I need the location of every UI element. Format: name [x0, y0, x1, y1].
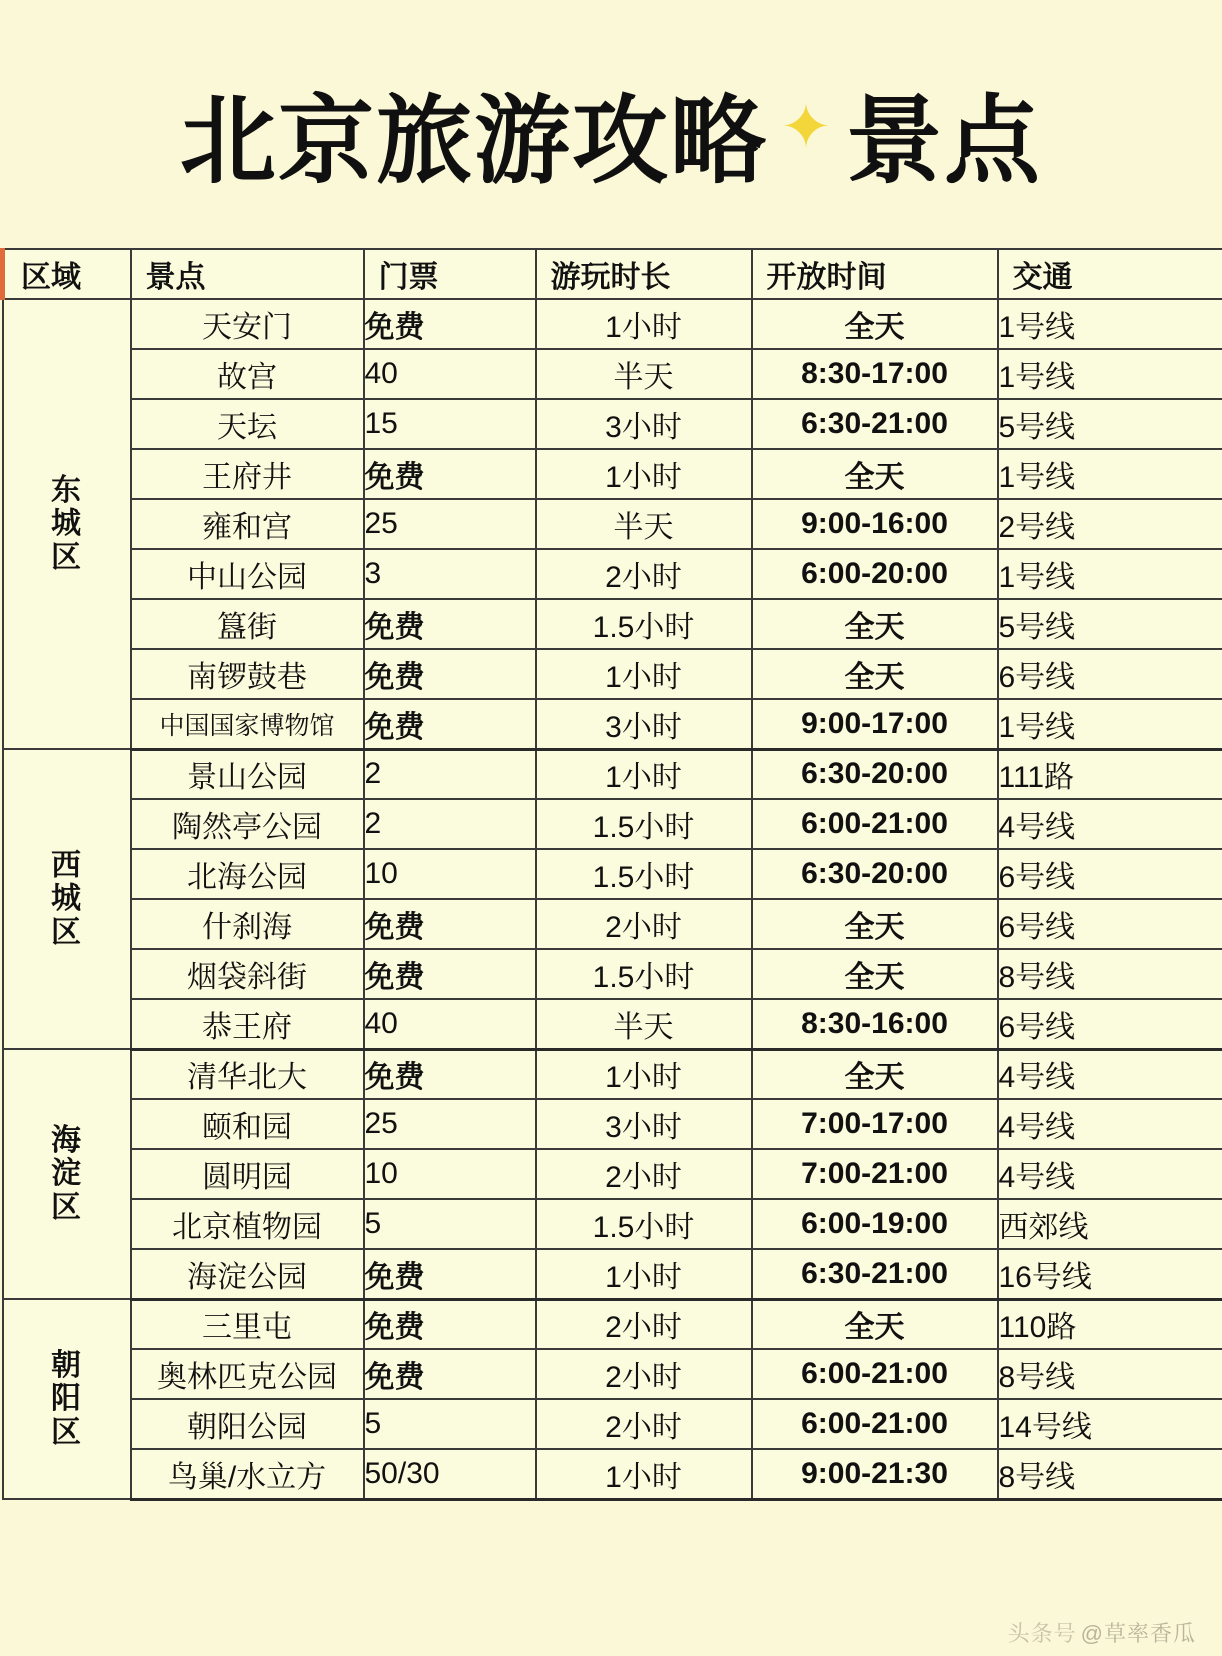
table-row [3, 1299, 1222, 1349]
transport-cell: 1号线 [998, 349, 1222, 399]
table-row [3, 999, 1222, 1049]
spot-name-cell: 烟袋斜街 [131, 949, 364, 999]
visit-duration-cell: 2小时 [536, 1299, 752, 1349]
visit-duration-cell: 1.5小时 [536, 599, 752, 649]
transport-cell: 西郊线 [998, 1199, 1222, 1249]
visit-duration-cell: 1小时 [536, 449, 752, 499]
table-row [3, 399, 1222, 449]
ticket-price-cell: 免费 [364, 599, 536, 649]
opening-hours-cell: 全天 [752, 599, 998, 649]
opening-hours-cell: 6:30-20:00 [752, 749, 998, 799]
table-row [3, 1199, 1222, 1249]
opening-hours-cell: 9:00-21:30 [752, 1449, 998, 1499]
table-row [3, 549, 1222, 599]
transport-cell: 110路 [998, 1299, 1222, 1349]
visit-duration-cell: 2小时 [536, 1149, 752, 1199]
table-header [3, 249, 1222, 299]
spot-name-cell: 奥林匹克公园 [131, 1349, 364, 1399]
transport-cell: 6号线 [998, 899, 1222, 949]
table-row [3, 1099, 1222, 1149]
opening-hours-cell: 9:00-17:00 [752, 699, 998, 749]
visit-duration-cell: 2小时 [536, 1399, 752, 1449]
transport-cell: 5号线 [998, 399, 1222, 449]
column-header-open: 开放时间 [752, 249, 998, 299]
spot-name-cell: 颐和园 [131, 1099, 364, 1149]
table-row [3, 749, 1222, 799]
opening-hours-cell: 6:00-21:00 [752, 1349, 998, 1399]
ticket-price-cell: 免费 [364, 1249, 536, 1299]
transport-cell: 1号线 [998, 699, 1222, 749]
opening-hours-cell: 6:30-21:00 [752, 1249, 998, 1299]
spot-name-cell: 恭王府 [131, 999, 364, 1049]
transport-cell: 1号线 [998, 449, 1222, 499]
visit-duration-cell: 2小时 [536, 899, 752, 949]
visit-duration-cell: 1小时 [536, 1049, 752, 1099]
visit-duration-cell: 1小时 [536, 749, 752, 799]
spot-name-cell: 雍和宫 [131, 499, 364, 549]
table-row [3, 899, 1222, 949]
spot-name-cell: 故宫 [131, 349, 364, 399]
table-body [3, 299, 1222, 1499]
column-header-spot: 景点 [131, 249, 364, 299]
title-text-after: 景点 [846, 84, 1042, 197]
table-row [3, 1149, 1222, 1199]
table-row [3, 849, 1222, 899]
ticket-price-cell: 免费 [364, 449, 536, 499]
opening-hours-cell: 6:00-20:00 [752, 549, 998, 599]
transport-cell: 1号线 [998, 299, 1222, 349]
visit-duration-cell: 半天 [536, 499, 752, 549]
table-row [3, 1399, 1222, 1449]
table-row [3, 299, 1222, 349]
visit-duration-cell: 1.5小时 [536, 949, 752, 999]
transport-cell: 16号线 [998, 1249, 1222, 1299]
transport-cell: 6号线 [998, 649, 1222, 699]
area-cell: 东 城 区 [3, 299, 131, 749]
ticket-price-cell: 10 [364, 1149, 536, 1199]
watermark-logo: 头条号 [1007, 1621, 1077, 1646]
spot-name-cell: 鸟巢/水立方 [131, 1449, 364, 1499]
sparkle-icon: ✦ [780, 90, 834, 163]
opening-hours-cell: 8:30-17:00 [752, 349, 998, 399]
table-row [3, 699, 1222, 749]
spot-name-cell: 中山公园 [131, 549, 364, 599]
visit-duration-cell: 1小时 [536, 1449, 752, 1499]
visit-duration-cell: 2小时 [536, 549, 752, 599]
spot-name-cell: 三里屯 [131, 1299, 364, 1349]
spot-name-cell: 海淀公园 [131, 1249, 364, 1299]
attractions-table [0, 248, 1222, 1501]
watermark-text: @草率香瓜 [1080, 1621, 1196, 1646]
ticket-price-cell: 2 [364, 749, 536, 799]
spot-name-cell: 北京植物园 [131, 1199, 364, 1249]
ticket-price-cell: 免费 [364, 1049, 536, 1099]
table-row [3, 499, 1222, 549]
opening-hours-cell: 8:30-16:00 [752, 999, 998, 1049]
opening-hours-cell: 6:00-21:00 [752, 1399, 998, 1449]
spot-name-cell: 清华北大 [131, 1049, 364, 1099]
opening-hours-cell: 全天 [752, 649, 998, 699]
opening-hours-cell: 6:30-20:00 [752, 849, 998, 899]
ticket-price-cell: 5 [364, 1399, 536, 1449]
title-text-before: 北京旅游攻略 [180, 84, 768, 197]
table-row [3, 1049, 1222, 1099]
ticket-price-cell: 免费 [364, 1349, 536, 1399]
ticket-price-cell: 50/30 [364, 1449, 536, 1499]
spot-name-cell: 陶然亭公园 [131, 799, 364, 849]
opening-hours-cell: 6:00-19:00 [752, 1199, 998, 1249]
table-row [3, 1349, 1222, 1399]
visit-duration-cell: 3小时 [536, 1099, 752, 1149]
ticket-price-cell: 25 [364, 499, 536, 549]
table-row [3, 599, 1222, 649]
opening-hours-cell: 7:00-21:00 [752, 1149, 998, 1199]
table-row [3, 449, 1222, 499]
column-header-duration: 游玩时长 [536, 249, 752, 299]
visit-duration-cell: 2小时 [536, 1349, 752, 1399]
visit-duration-cell: 3小时 [536, 399, 752, 449]
spot-name-cell: 天安门 [131, 299, 364, 349]
transport-cell: 111路 [998, 749, 1222, 799]
opening-hours-cell: 6:30-21:00 [752, 399, 998, 449]
spot-name-cell: 天坛 [131, 399, 364, 449]
transport-cell: 4号线 [998, 1099, 1222, 1149]
visit-duration-cell: 1.5小时 [536, 849, 752, 899]
visit-duration-cell: 3小时 [536, 699, 752, 749]
transport-cell: 6号线 [998, 849, 1222, 899]
ticket-price-cell: 40 [364, 999, 536, 1049]
table-row [3, 649, 1222, 699]
ticket-price-cell: 10 [364, 849, 536, 899]
opening-hours-cell: 全天 [752, 1299, 998, 1349]
transport-cell: 5号线 [998, 599, 1222, 649]
transport-cell: 8号线 [998, 949, 1222, 999]
area-cell: 朝 阳 区 [3, 1299, 131, 1499]
ticket-price-cell: 免费 [364, 649, 536, 699]
table-header-row [3, 249, 1222, 299]
spot-name-cell: 什刹海 [131, 899, 364, 949]
column-header-traffic: 交通 [998, 249, 1222, 299]
opening-hours-cell: 全天 [752, 449, 998, 499]
transport-cell: 2号线 [998, 499, 1222, 549]
opening-hours-cell: 全天 [752, 949, 998, 999]
transport-cell: 4号线 [998, 1149, 1222, 1199]
table-row [3, 1449, 1222, 1499]
spot-name-cell: 北海公园 [131, 849, 364, 899]
ticket-price-cell: 免费 [364, 699, 536, 749]
spot-name-cell: 景山公园 [131, 749, 364, 799]
visit-duration-cell: 1.5小时 [536, 1199, 752, 1249]
ticket-price-cell: 2 [364, 799, 536, 849]
ticket-price-cell: 5 [364, 1199, 536, 1249]
opening-hours-cell: 全天 [752, 899, 998, 949]
spot-name-cell: 中国国家博物馆 [131, 699, 364, 749]
ticket-price-cell: 免费 [364, 899, 536, 949]
opening-hours-cell: 7:00-17:00 [752, 1099, 998, 1149]
transport-cell: 4号线 [998, 799, 1222, 849]
transport-cell: 8号线 [998, 1349, 1222, 1399]
visit-duration-cell: 1小时 [536, 649, 752, 699]
spot-name-cell: 圆明园 [131, 1149, 364, 1199]
area-cell: 西 城 区 [3, 749, 131, 1049]
opening-hours-cell: 全天 [752, 1049, 998, 1099]
watermark [1008, 1617, 1196, 1648]
visit-duration-cell: 1小时 [536, 1249, 752, 1299]
visit-duration-cell: 半天 [536, 999, 752, 1049]
visit-duration-cell: 1小时 [536, 299, 752, 349]
transport-cell: 8号线 [998, 1449, 1222, 1499]
ticket-price-cell: 免费 [364, 1299, 536, 1349]
table-row [3, 349, 1222, 399]
transport-cell: 6号线 [998, 999, 1222, 1049]
spot-name-cell: 南锣鼓巷 [131, 649, 364, 699]
table-row [3, 1249, 1222, 1299]
table-row [3, 949, 1222, 999]
table-row [3, 799, 1222, 849]
opening-hours-cell: 6:00-21:00 [752, 799, 998, 849]
ticket-price-cell: 免费 [364, 949, 536, 999]
ticket-price-cell: 免费 [364, 299, 536, 349]
ticket-price-cell: 25 [364, 1099, 536, 1149]
opening-hours-cell: 9:00-16:00 [752, 499, 998, 549]
area-cell: 海 淀 区 [3, 1049, 131, 1299]
transport-cell: 14号线 [998, 1399, 1222, 1449]
visit-duration-cell: 1.5小时 [536, 799, 752, 849]
ticket-price-cell: 15 [364, 399, 536, 449]
transport-cell: 1号线 [998, 549, 1222, 599]
column-header-area: 区域 [3, 249, 131, 299]
spot-name-cell: 朝阳公园 [131, 1399, 364, 1449]
opening-hours-cell: 全天 [752, 299, 998, 349]
spot-name-cell: 王府井 [131, 449, 364, 499]
transport-cell: 4号线 [998, 1049, 1222, 1099]
ticket-price-cell: 3 [364, 549, 536, 599]
column-header-ticket: 门票 [364, 249, 536, 299]
page-title [0, 0, 1222, 248]
ticket-price-cell: 40 [364, 349, 536, 399]
visit-duration-cell: 半天 [536, 349, 752, 399]
spot-name-cell: 簋街 [131, 599, 364, 649]
